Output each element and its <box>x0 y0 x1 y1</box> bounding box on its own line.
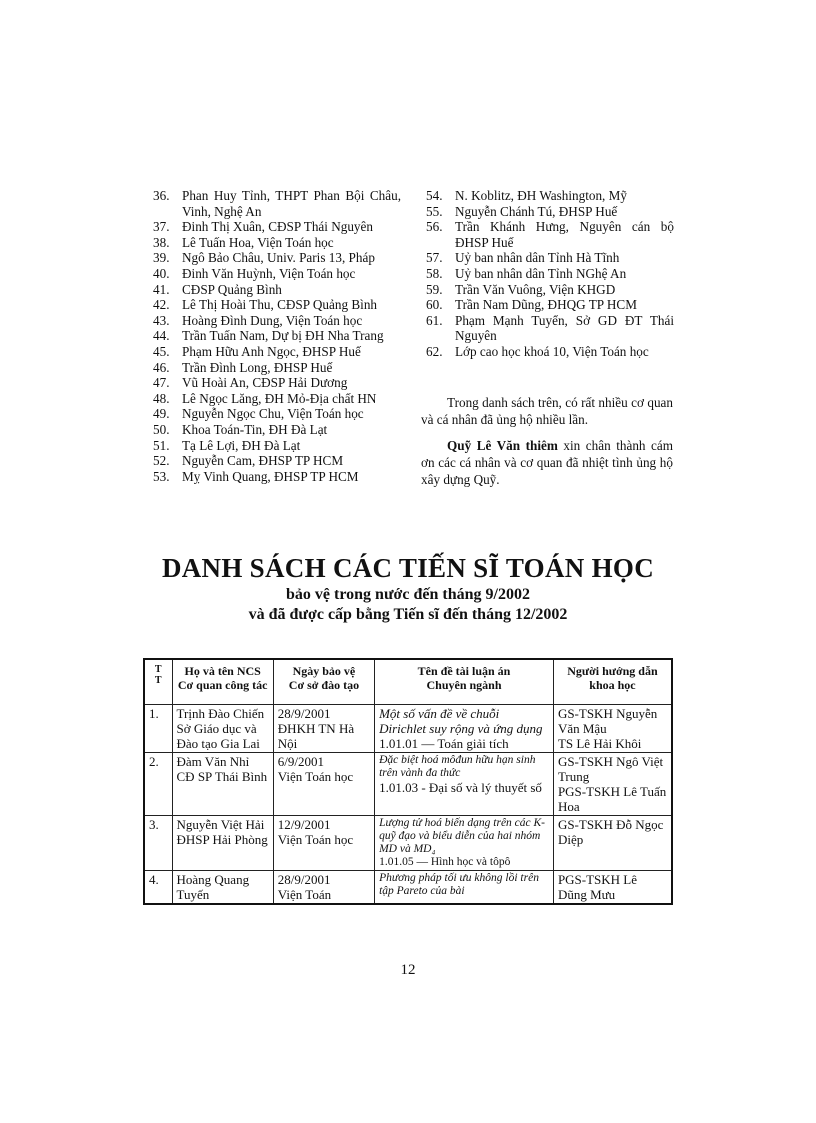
doctorate-table <box>143 658 673 905</box>
list-item: 38. Lê Tuấn Hoa, Viện Toán học <box>153 234 334 250</box>
list-item: 51. Tạ Lê Lợi, ĐH Đà Lạt <box>153 437 301 453</box>
header-topic: Tên đề tài luận án Chuyên ngành <box>375 659 554 705</box>
page-number: 12 <box>400 962 416 978</box>
subtitle-1: bảo vệ trong nước đến tháng 9/2002 <box>286 586 530 603</box>
list-item: 53. Mỵ Vinh Quang, ĐHSP TP HCM <box>153 468 359 484</box>
header-date: Ngày bảo vệ Cơ sở đào tạo <box>273 659 374 705</box>
list-item: 40. Đinh Văn Huỳnh, Viện Toán học <box>153 265 356 281</box>
list-item: 59. Trần Văn Vuông, Viện KHGD <box>426 281 616 297</box>
table-row: 4. Hoàng Quang Tuyến 28/9/2001 Viện Toán Phương pháp tối ưu không lồi trên tập Pareto của bài PGS-TSKH Lê Dũng Mưu <box>144 871 672 905</box>
list-item: 41. CĐSP Quảng Bình <box>153 281 282 297</box>
list-item: 37. Đinh Thị Xuân, CĐSP Thái Nguyên <box>153 219 373 235</box>
header-tt: T T <box>144 659 172 705</box>
list-item: 36. Phan Huy Tỉnh, THPT Phan Bội Châu, Vinh, Nghệ An <box>153 188 401 219</box>
page-title: DANH SÁCH CÁC TIẾN SĨ TOÁN HỌC <box>161 553 655 583</box>
table-header-row <box>144 659 672 705</box>
list-item: 46. Trần Đình Long, ĐHSP Huế <box>153 359 333 375</box>
list-item: 56. Trần Khánh Hưng, Nguyên cán bộ ĐHSP Huế <box>426 219 674 250</box>
table-row: 2. Đàm Văn Nhỉ CĐ SP Thái Bình 6/9/2001 Viện Toán học Đặc biệt hoá môđun hữu hạn sinh trên vành đa thức 1.01.03 - Đại số và lý thuyết số GS-TSKH Ngô Việt Trung PGS-TSKH Lê Tuấn Hoa <box>144 753 672 816</box>
list-item: 45. Phạm Hữu Anh Ngọc, ĐHSP Huế <box>153 343 361 359</box>
thanks-paragraph <box>421 437 673 488</box>
list-item: 58. Uỷ ban nhân dân Tỉnh NGhệ An <box>426 265 627 281</box>
donor-list-right <box>426 188 674 360</box>
list-item: 62. Lớp cao học khoá 10, Viện Toán học <box>426 343 649 359</box>
list-item: 60. Trần Nam Dũng, ĐHQG TP HCM <box>426 297 637 313</box>
note-paragraph: Trong danh sách trên, có rất nhiều cơ quan và cá nhân đã ủng hộ nhiều lần. <box>421 395 673 427</box>
subtitle-2: và đã được cấp bằng Tiến sĩ đến tháng 12/2002 <box>248 606 568 623</box>
donor-list-left <box>153 188 401 484</box>
list-item: 42. Lê Thị Hoài Thu, CĐSP Quảng Bình <box>153 297 378 313</box>
header-advisor: Người hướng dẫn khoa học <box>553 659 672 705</box>
table-row: 3. Nguyễn Việt Hải ĐHSP Hải Phòng 12/9/2001 Viện Toán học Lượng tử hoá biến dạng trên các K-quỹ đạo và biểu diễn của hai nhóm MD và MD₄ 1.01.05 — Hình học và tôpô GS-TSKH Đỗ Ngọc Diệp <box>144 816 672 871</box>
list-item: 49. Nguyễn Ngọc Chu, Viện Toán học <box>153 406 364 422</box>
list-item: 55. Nguyễn Chánh Tú, ĐHSP Huế <box>426 203 618 219</box>
header-name: Họ và tên NCS Cơ quan công tác <box>172 659 273 705</box>
list-item: 44. Trần Tuấn Nam, Dự bị ĐH Nha Trang <box>153 328 384 344</box>
list-item: 39. Ngô Bảo Châu, Univ. Paris 13, Pháp <box>153 250 375 266</box>
list-item: 57. Uỷ ban nhân dân Tỉnh Hà Tĩnh <box>426 250 620 266</box>
list-item: 50. Khoa Toán-Tin, ĐH Đà Lạt <box>153 421 328 437</box>
thanks-text: xin chân thành cám ơn các cá nhân và cơ quan đã nhiệt tình ủng hộ xây dựng Quỹ. <box>421 438 673 487</box>
list-item: 61. Phạm Mạnh Tuyển, Sở GD ĐT Thái Nguyên <box>426 312 674 344</box>
list-item: 47. Vũ Hoài An, CĐSP Hải Dương <box>153 375 348 391</box>
list-item: 43. Hoàng Đình Dung, Viện Toán học <box>153 312 363 328</box>
list-item: 48. Lê Ngọc Lăng, ĐH Mỏ-Địa chất HN <box>153 390 377 406</box>
fund-name: Quỹ Lê Văn thiêm <box>447 438 558 453</box>
table-row: 1. Trịnh Đào Chiến Sở Giáo dục và Đào tạo Gia Lai 28/9/2001 ĐHKH TN Hà Nội Một số vấn đề về chuỗi Dirichlet suy rộng và ứng dụng 1.01.01 — Toán giải tích GS-TSKH Nguyễn Văn Mậu TS Lê Hải Khôi <box>144 705 672 753</box>
list-item: 54. N. Koblitz, ĐH Washington, Mỹ <box>426 188 627 203</box>
list-item: 52. Nguyễn Cam, ĐHSP TP HCM <box>153 453 344 469</box>
